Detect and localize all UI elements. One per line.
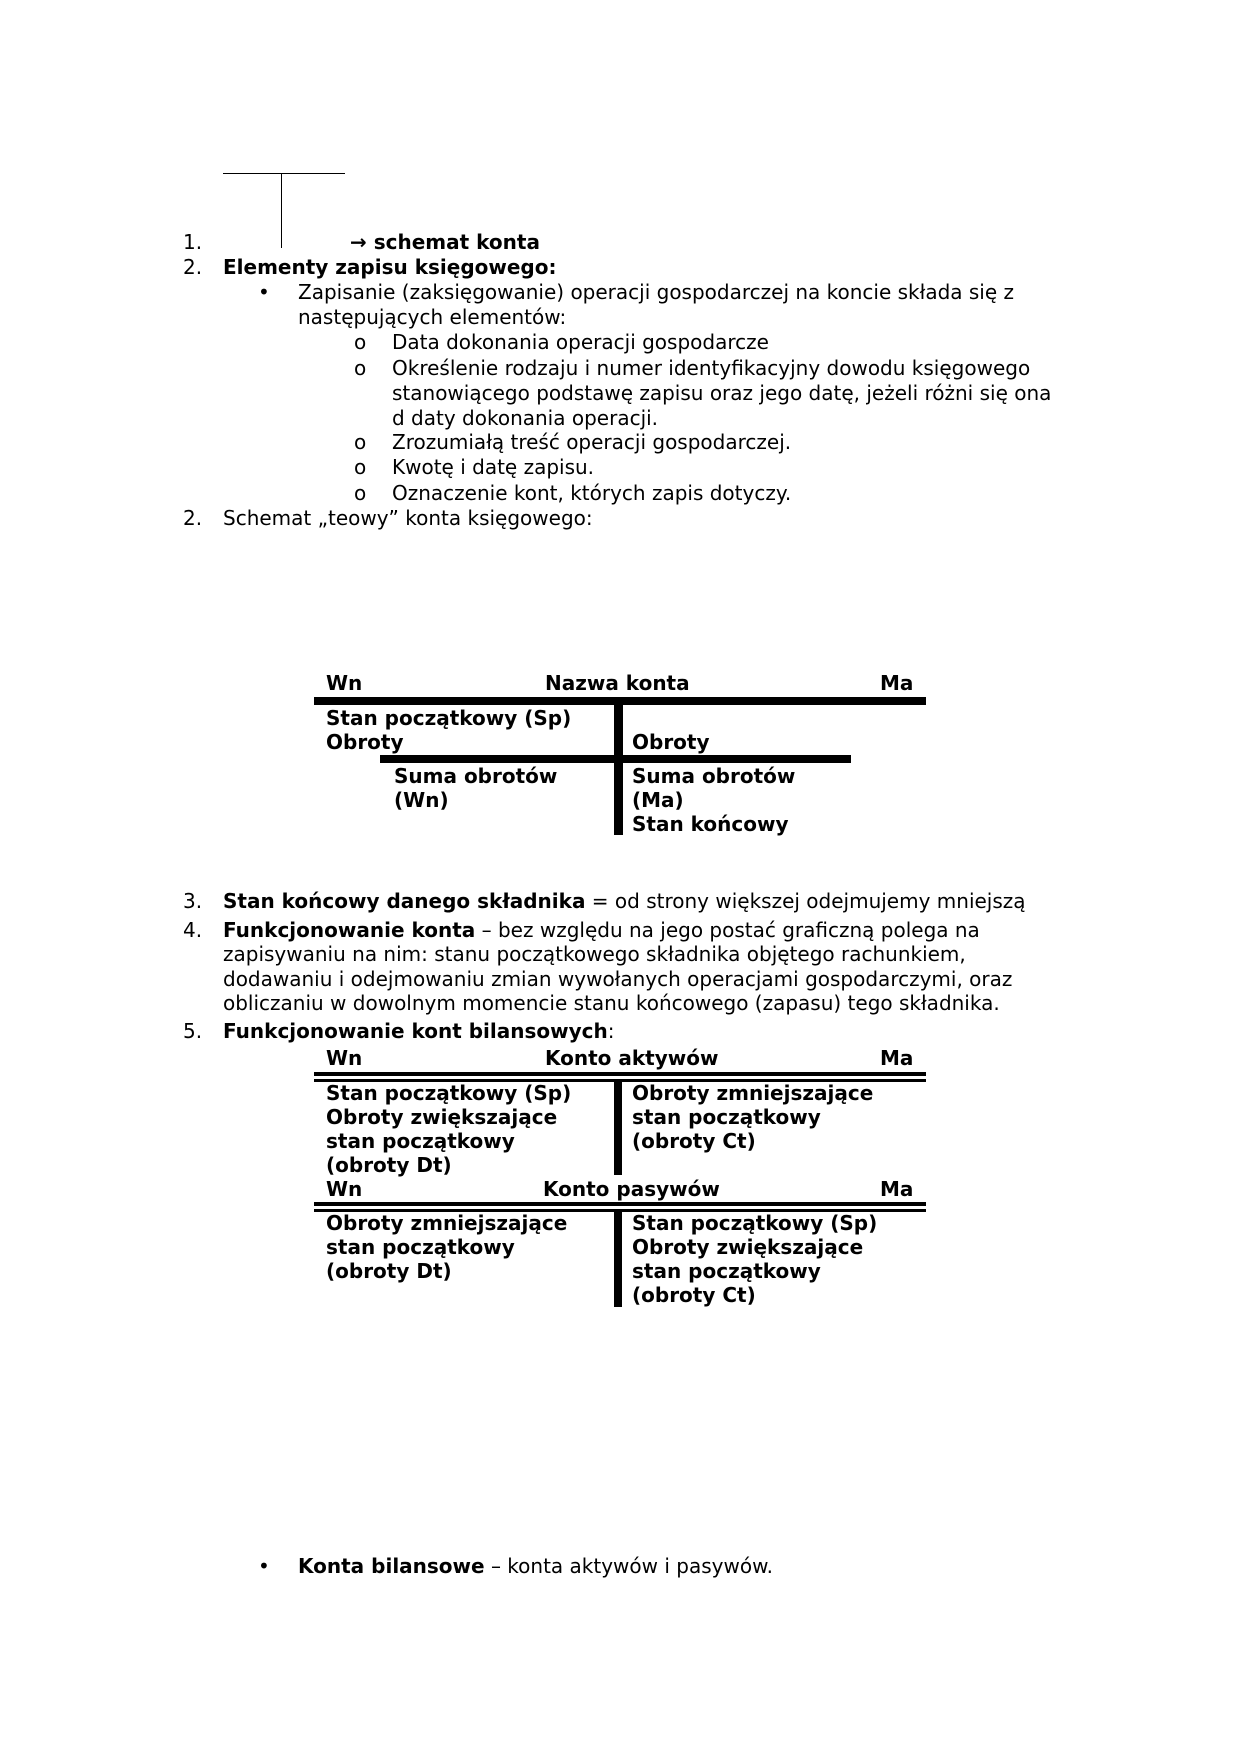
item2b-text: Schemat „teowy” konta księgowego: xyxy=(223,506,593,530)
sub-item-3: Zrozumiałą treść operacji gospodarczej. xyxy=(392,430,792,454)
final-bold: Konta bilansowe xyxy=(298,1554,485,1578)
item2-heading: Elementy zapisu księgowego: xyxy=(223,255,557,279)
item5-number: 5. xyxy=(183,1019,203,1043)
t3-top-bar-thick xyxy=(314,1202,926,1206)
sub-marker: o xyxy=(354,481,367,505)
t1-top-bar xyxy=(314,697,926,705)
t1-right-line2: Suma obrotów xyxy=(632,764,796,788)
item1-text xyxy=(350,230,540,254)
sub-item-2-line3: d daty dokonania operacji. xyxy=(392,406,659,430)
t1-mid-bar xyxy=(380,755,851,763)
t2-left-line4: (obroty Dt) xyxy=(326,1153,452,1177)
item3-rest: = od strony większej odejmujemy mniejszą xyxy=(585,889,1026,913)
item5-bold: Funkcjonowanie kont bilansowych xyxy=(223,1019,608,1043)
t3-left-line3: (obroty Dt) xyxy=(326,1259,452,1283)
sub-item-1: Data dokonania operacji gospodarcze xyxy=(392,330,769,354)
t3-right-line3: stan początkowy xyxy=(632,1259,821,1283)
sub-item-4: Kwotę i datę zapisu. xyxy=(392,455,595,479)
item5-text xyxy=(223,1019,615,1043)
t2-right-line3: (obroty Ct) xyxy=(632,1129,756,1153)
item3-text xyxy=(223,889,1026,913)
bullet-icon: • xyxy=(258,1554,270,1578)
t3-right-line4: (obroty Ct) xyxy=(632,1283,756,1307)
bullet-icon: • xyxy=(258,280,270,304)
t2-vertical-bar xyxy=(614,1082,622,1175)
t1-title: Nazwa konta xyxy=(545,671,690,695)
arrow-right-icon: → xyxy=(350,230,367,254)
item4-line1 xyxy=(223,918,980,942)
t3-wn-label: Wn xyxy=(326,1177,363,1201)
t2-title: Konto aktywów xyxy=(545,1046,719,1070)
t2-ma-label: Ma xyxy=(880,1046,914,1070)
t2-left-line2: Obroty zwiększające xyxy=(326,1105,558,1129)
t2-left-line3: stan początkowy xyxy=(326,1129,515,1153)
sub-item-2-line2: stanowiącego podstawę zapisu oraz jego datę, jeżeli różni się ona xyxy=(392,381,1052,405)
item3-number: 3. xyxy=(183,889,203,913)
sub-item-5: Oznaczenie kont, których zapis dotyczy. xyxy=(392,481,792,505)
item4-line3: dodawaniu i odejmowaniu zmian wywołanych operacjami gospodarczymi, oraz xyxy=(223,967,1013,991)
final-text xyxy=(298,1554,773,1578)
item2b-number: 2. xyxy=(183,506,203,530)
sub-marker: o xyxy=(354,430,367,454)
item1-label: schemat konta xyxy=(373,230,540,254)
mini-t-top-line xyxy=(223,173,345,174)
t2-wn-label: Wn xyxy=(326,1046,363,1070)
item4-rest: – bez względu na jego postać graficzną polega na xyxy=(475,918,980,942)
t1-right-line3: (Ma) xyxy=(632,788,684,812)
t1-left-line4: (Wn) xyxy=(394,788,449,812)
t3-left-line1: Obroty zmniejszające xyxy=(326,1211,568,1235)
t3-left-line2: stan początkowy xyxy=(326,1235,515,1259)
item2-number: 2. xyxy=(183,255,203,279)
sub-marker: o xyxy=(354,455,367,479)
item4-line2: zapisywaniu na nim: stanu początkowego składnika objętego rachunkiem, xyxy=(223,942,966,966)
t1-right-line1: Obroty xyxy=(632,730,710,754)
item3-bold: Stan końcowy danego składnika xyxy=(223,889,586,913)
t2-right-line1: Obroty zmniejszające xyxy=(632,1081,874,1105)
t3-vertical-bar xyxy=(614,1212,622,1307)
t3-title: Konto pasywów xyxy=(543,1177,720,1201)
t2-left-line1: Stan początkowy (Sp) xyxy=(326,1081,572,1105)
t2-right-line2: stan początkowy xyxy=(632,1105,821,1129)
t1-left-line3: Suma obrotów xyxy=(394,764,558,788)
t1-wn-label: Wn xyxy=(326,671,363,695)
t1-right-line4: Stan końcowy xyxy=(632,812,789,836)
item1-number: 1. xyxy=(183,230,203,254)
sub-marker: o xyxy=(354,330,367,354)
item5-rest: : xyxy=(607,1019,615,1043)
item2-bullet-line1: Zapisanie (zaksięgowanie) operacji gospodarczej na koncie składa się z xyxy=(298,280,1015,304)
item4-number: 4. xyxy=(183,918,203,942)
mini-t-vertical-line xyxy=(281,173,282,248)
t2-top-bar-thick xyxy=(314,1072,926,1076)
t3-ma-label: Ma xyxy=(880,1177,914,1201)
t1-left-line1: Stan początkowy (Sp) xyxy=(326,706,572,730)
sub-item-2-line1: Określenie rodzaju i numer identyfikacyjny dowodu księgowego xyxy=(392,356,1031,380)
t3-right-line2: Obroty zwiększające xyxy=(632,1235,864,1259)
t1-ma-label: Ma xyxy=(880,671,914,695)
sub-marker: o xyxy=(354,356,367,380)
t3-right-line1: Stan początkowy (Sp) xyxy=(632,1211,878,1235)
t1-left-line2: Obroty xyxy=(326,730,404,754)
item4-bold: Funkcjonowanie konta xyxy=(223,918,476,942)
item2-bullet-line2: następujących elementów: xyxy=(298,305,567,329)
final-rest: – konta aktywów i pasywów. xyxy=(484,1554,773,1578)
item4-line4: obliczaniu w dowolnym momencie stanu końcowego (zapasu) tego składnika. xyxy=(223,991,1000,1015)
t1-vertical-bar xyxy=(614,705,623,835)
